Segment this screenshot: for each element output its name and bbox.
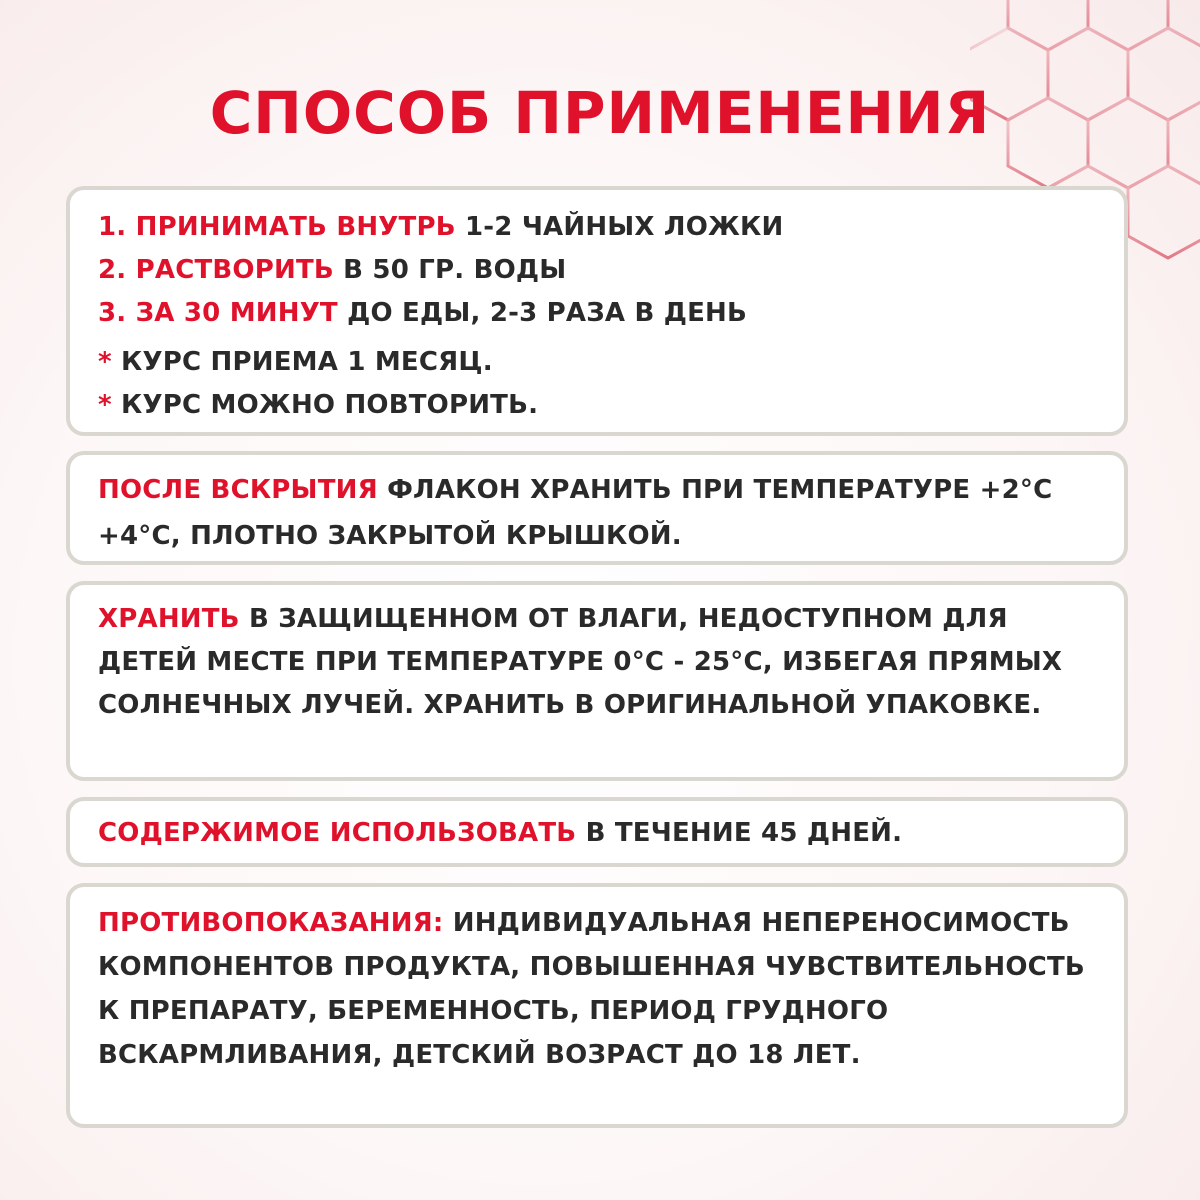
- dosage-step: [98, 292, 1096, 335]
- asterisk-marker: *: [98, 347, 112, 377]
- hexagon-outline: [1128, 166, 1200, 258]
- page-title: СПОСОБ ПРИМЕНЕНИЯ: [209, 79, 991, 147]
- dosage-step-highlight: 1. ПРИНИМАТЬ ВНУТРЬ: [98, 212, 456, 242]
- storage-text: В ЗАЩИЩЕННОМ ОТ ВЛАГИ, НЕДОСТУПНОМ ДЛЯ ДЕТЕЙ МЕСТЕ ПРИ ТЕМПЕРАТУРЕ 0°С - 25°С, ИЗБЕГАЯ ПРЯМЫХ СОЛНЕЧНЫХ ЛУЧЕЙ. ХРАНИТЬ В ОРИГИНАЛЬНОЙ УПАКОВКЕ.: [98, 604, 1063, 720]
- storage-paragraph: [98, 598, 1096, 727]
- hexagon-outline: [1008, 0, 1088, 50]
- use-within-paragraph: [98, 812, 1096, 855]
- dosage-step-highlight: 3. ЗА 30 МИНУТ: [98, 298, 338, 328]
- course-note-text: КУРС МОЖНО ПОВТОРИТЬ.: [111, 390, 539, 420]
- contraindications-highlight: ПРОТИВОПОКАЗАНИЯ:: [98, 908, 444, 938]
- dosage-step: [98, 206, 1096, 249]
- storage-card: [66, 581, 1128, 781]
- dosage-step: [98, 249, 1096, 292]
- hexagon-outline: [1088, 0, 1168, 50]
- course-note: [98, 341, 1096, 384]
- use-within-card: [66, 797, 1128, 867]
- contraindications-card: [66, 883, 1128, 1128]
- asterisk-marker: *: [98, 390, 112, 420]
- storage-highlight: ХРАНИТЬ: [98, 604, 240, 634]
- dosage-step-text: 1-2 ЧАЙНЫХ ЛОЖКИ: [455, 212, 784, 242]
- use-within-highlight: СОДЕРЖИМОЕ ИСПОЛЬЗОВАТЬ: [98, 818, 577, 848]
- course-note: [98, 384, 1096, 427]
- after-opening-text: ФЛАКОН ХРАНИТЬ ПРИ ТЕМПЕРАТУРЕ +2°С +4°С, ПЛОТНО ЗАКРЫТОЙ КРЫШКОЙ.: [98, 475, 1053, 551]
- dosage-step-highlight: 2. РАСТВОРИТЬ: [98, 255, 334, 285]
- course-notes: [98, 341, 1096, 427]
- dosage-card: [66, 186, 1128, 436]
- after-opening-highlight: ПОСЛЕ ВСКРЫТИЯ: [98, 475, 378, 505]
- use-within-text: В ТЕЧЕНИЕ 45 ДНЕЙ.: [576, 818, 903, 848]
- course-note-text: КУРС ПРИЕМА 1 МЕСЯЦ.: [111, 347, 493, 377]
- after-opening-card: [66, 451, 1128, 565]
- dosage-step-text: ДО ЕДЫ, 2-3 РАЗА В ДЕНЬ: [337, 298, 748, 328]
- contraindications-paragraph: [98, 901, 1096, 1077]
- contraindications-text: ИНДИВИДУАЛЬНАЯ НЕПЕРЕНОСИМОСТЬ КОМПОНЕНТОВ ПРОДУКТА, ПОВЫШЕННАЯ ЧУВСТВИТЕЛЬНОСТЬ К ПРЕПАРАТУ, БЕРЕМЕННОСТЬ, ПЕРИОД ГРУДНОГО ВСКАРМЛИВАНИЯ, ДЕТСКИЙ ВОЗРАСТ ДО 18 ЛЕТ.: [98, 908, 1085, 1070]
- dosage-step-text: В 50 ГР. ВОДЫ: [333, 255, 567, 285]
- after-opening-paragraph: [98, 467, 1096, 559]
